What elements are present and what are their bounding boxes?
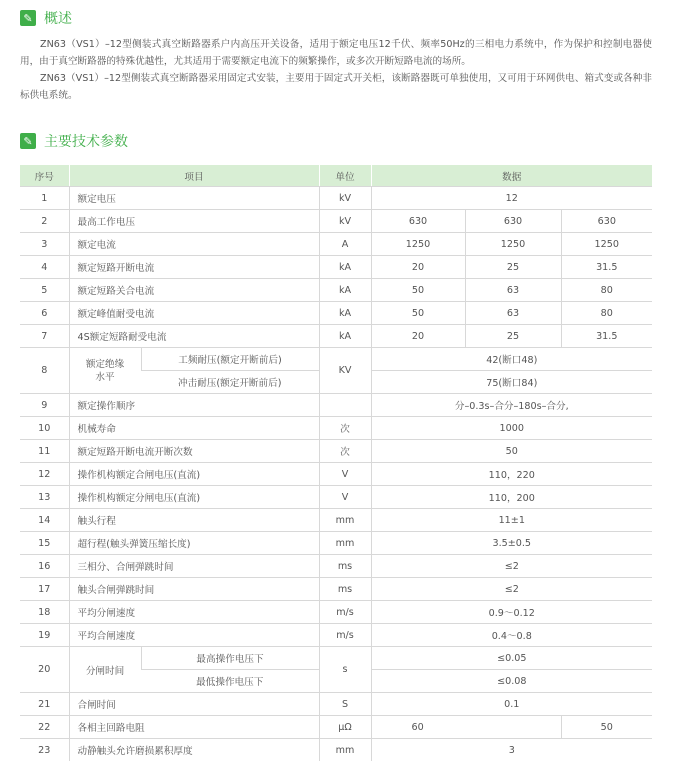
table-row (20, 233, 652, 256)
row-value: 60 (371, 716, 561, 739)
row-value: 20 (371, 256, 465, 279)
table-row (20, 417, 652, 440)
row-unit: mm (319, 532, 371, 555)
row-subitem: 最高操作电压下 (141, 647, 319, 670)
row-value: 1250 (371, 233, 465, 256)
row-unit: kA (319, 302, 371, 325)
row-no: 1 (20, 187, 69, 210)
row-unit (319, 394, 371, 417)
row-no: 6 (20, 302, 69, 325)
row-no: 20 (20, 647, 69, 693)
row-unit: kV (319, 210, 371, 233)
header-data: 数据 (371, 165, 652, 187)
row-item: 平均分闸速度 (69, 601, 319, 624)
row-value: 42(断口48) (371, 348, 652, 371)
row-value: 630 (561, 210, 652, 233)
table-row (20, 555, 652, 578)
row-no: 13 (20, 486, 69, 509)
row-no: 2 (20, 210, 69, 233)
row-unit: KV (319, 348, 371, 394)
row-subitem: 冲击耐压(额定开断前后) (141, 371, 319, 394)
row-value: 31.5 (561, 325, 652, 348)
table-row (20, 693, 652, 716)
row-no: 23 (38, 744, 51, 756)
table-row (20, 325, 652, 348)
row-no: 21 (20, 693, 69, 716)
table-row (20, 440, 652, 463)
row-no: 3 (20, 233, 69, 256)
row-item: 额定短路开断电流 (69, 256, 319, 279)
row-unit: mm (319, 739, 371, 762)
table-row (20, 394, 652, 417)
row-value: 50 (371, 440, 652, 463)
overview-heading (20, 8, 72, 28)
table-row (20, 210, 652, 233)
row-value: 25 (465, 325, 561, 348)
header-unit: 单位 (319, 165, 371, 187)
row-value: 1250 (465, 233, 561, 256)
row-item: 合闸时间 (69, 693, 319, 716)
row-value: ≤0.05 (371, 647, 652, 670)
table-row (20, 578, 652, 601)
row-subitem: 最低操作电压下 (141, 670, 319, 693)
row-item: 额定短路关合电流 (69, 279, 319, 302)
table-row (20, 716, 652, 739)
row-value: 50 (561, 716, 652, 739)
row-no: 18 (20, 601, 69, 624)
row-no: 7 (20, 325, 69, 348)
row-value: ≤2 (371, 555, 652, 578)
row-value: ≤0.08 (371, 670, 652, 693)
row-no: 17 (20, 578, 69, 601)
header-item: 项目 (69, 165, 319, 187)
row-unit: s (319, 647, 371, 693)
row-unit: V (319, 463, 371, 486)
row-no: 11 (20, 440, 69, 463)
table-row (20, 647, 652, 670)
row-no: 16 (20, 555, 69, 578)
row-value: 分–0.3s–合分–180s–合分, (371, 394, 652, 417)
row-item: 分闸时间 (69, 647, 141, 693)
row-no: 15 (20, 532, 69, 555)
row-value: 11±1 (371, 509, 652, 532)
table-row (20, 256, 652, 279)
row-unit: S (319, 693, 371, 716)
row-value: 1250 (561, 233, 652, 256)
row-no: 9 (20, 394, 69, 417)
row-value: 25 (465, 256, 561, 279)
row-value: 63 (465, 279, 561, 302)
row-unit: 次 (319, 440, 371, 463)
row-value: 110，220 (371, 463, 652, 486)
row-item: 触头行程 (69, 509, 319, 532)
row-unit: mm (319, 509, 371, 532)
table-row (20, 463, 652, 486)
row-value: 110，200 (371, 486, 652, 509)
row-item: 操作机构额定分闸电压(直流) (69, 486, 319, 509)
row-value: 80 (561, 279, 652, 302)
row-unit: ms (319, 578, 371, 601)
row-unit: m/s (319, 624, 371, 647)
row-item: 各相主回路电阻 (69, 716, 319, 739)
table-row (20, 279, 652, 302)
row-value: 20 (371, 325, 465, 348)
row-item: 动静触头允许磨损累积厚度 (69, 739, 319, 762)
row-item: 超行程(触头弹簧压缩长度) (69, 532, 319, 555)
row-item: 机械寿命 (69, 417, 319, 440)
row-unit: 次 (319, 417, 371, 440)
table-row (20, 348, 652, 371)
row-item: 额定电流 (69, 233, 319, 256)
row-unit: kV (319, 187, 371, 210)
table-row (20, 601, 652, 624)
table-row (20, 509, 652, 532)
row-unit: A (319, 233, 371, 256)
row-value: 630 (465, 210, 561, 233)
row-no: 10 (20, 417, 69, 440)
row-unit: V (319, 486, 371, 509)
row-no: 19 (20, 624, 69, 647)
row-value: 12 (371, 187, 652, 210)
table-header-row (20, 165, 652, 187)
row-unit: ms (319, 555, 371, 578)
specs-heading (20, 131, 128, 151)
row-subitem: 工频耐压(额定开断前后) (141, 348, 319, 371)
pencil-icon: ✎ (20, 10, 36, 26)
table-row (20, 187, 652, 210)
row-value: 63 (465, 302, 561, 325)
row-item: 触头合闸弹跳时间 (69, 578, 319, 601)
overview-paragraph-2: ZN63（VS1）–12型侧装式真空断路器采用固定式安装，主要用于固定式开关柜，该断路器既可单独使用，又可用于环网供电、箱式变或各种非标供电系统。 (20, 73, 652, 101)
row-item: 额定峰值耐受电流 (69, 302, 319, 325)
row-value: 0.1 (371, 693, 652, 716)
row-item: 额定绝缘水平 (69, 348, 141, 394)
row-unit: kA (319, 325, 371, 348)
table-row (20, 739, 652, 762)
row-no: 14 (20, 509, 69, 532)
row-value: 3 (371, 739, 652, 762)
row-unit: kA (319, 256, 371, 279)
row-no: 22 (20, 716, 69, 739)
row-no: 8 (20, 348, 69, 394)
table-row (20, 532, 652, 555)
row-no: 12 (20, 463, 69, 486)
overview-paragraph-1: ZN63（VS1）–12型侧装式真空断路器系户内高压开关设备，适用于额定电压12千伏、频率50Hz的三相电力系统中，作为保护和控制电器使用，由于真空断路器的特殊优越性，尤其适用于需要额定电流下的频繁操作，或多次开断短路电流的场所。 (20, 39, 652, 67)
row-unit: kA (319, 279, 371, 302)
row-value: 0.4～0.8 (371, 624, 652, 647)
header-no: 序号 (20, 165, 69, 187)
pencil-icon: ✎ (20, 133, 36, 149)
row-item: 4S额定短路耐受电流 (69, 325, 319, 348)
row-no: 4 (20, 256, 69, 279)
row-value: 0.9～0.12 (371, 601, 652, 624)
row-item: 额定操作顺序 (69, 394, 319, 417)
row-value: 31.5 (561, 256, 652, 279)
row-unit: m/s (319, 601, 371, 624)
row-item: 三相分、合闸弹跳时间 (69, 555, 319, 578)
table-row (20, 302, 652, 325)
row-value: ≤2 (371, 578, 652, 601)
row-value: 80 (561, 302, 652, 325)
row-value: 1000 (371, 417, 652, 440)
row-item: 最高工作电压 (69, 210, 319, 233)
row-unit: μΩ (319, 716, 371, 739)
spec-table (20, 165, 652, 761)
table-row (20, 486, 652, 509)
row-item: 额定短路开断电流开断次数 (69, 440, 319, 463)
row-item: 平均合闸速度 (69, 624, 319, 647)
row-value: 630 (371, 210, 465, 233)
row-no: 5 (20, 279, 69, 302)
row-value: 50 (371, 279, 465, 302)
specs-title: 主要技术参数 (44, 134, 128, 150)
overview-title: 概述 (44, 11, 72, 27)
row-item: 操作机构额定合闸电压(直流) (69, 463, 319, 486)
row-item: 额定电压 (69, 187, 319, 210)
table-row (20, 624, 652, 647)
row-value: 50 (371, 302, 465, 325)
row-value: 3.5±0.5 (371, 532, 652, 555)
row-value: 75(断口84) (371, 371, 652, 394)
